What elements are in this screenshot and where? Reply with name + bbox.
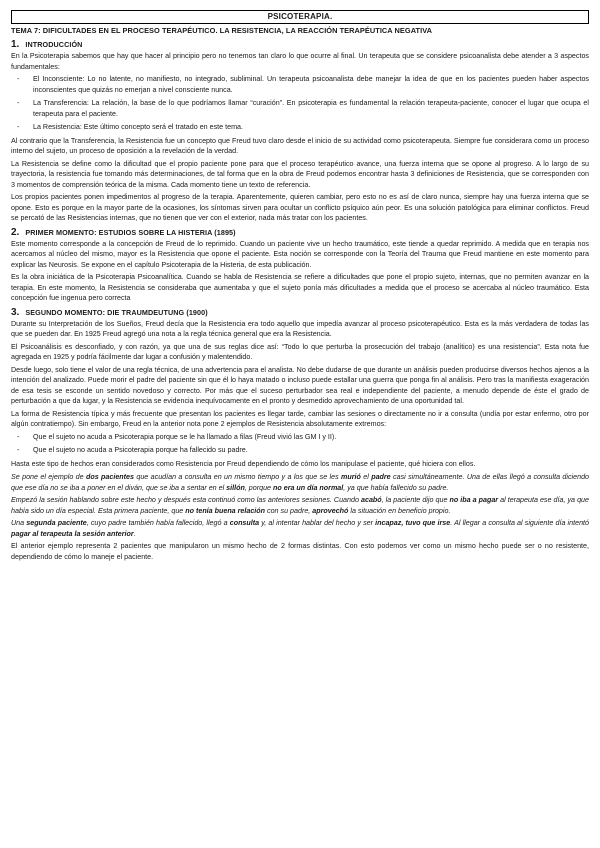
bold-run: aprovechó xyxy=(312,506,349,515)
paragraph: Es la obra iniciática de la Psicoterapia Psicoanalítica. Cuando se habla de Resistencia se refiere a dificultades que pone el propio sujeto, internas, que no permiten avanzar en la terapia. En este momento, la Resistencia se consideraba que aumentaba y que el sujeto ponía más dificultades a medida que el proceso se acercaba al núcleo traumático. Esta concepción fue ingenua pero correcta xyxy=(11,273,589,302)
bold-run: dos pacientes xyxy=(85,473,134,481)
bold-run: pagar al terapeuta la sesión anterior xyxy=(11,529,134,538)
text-run: , porque xyxy=(244,483,274,492)
section-heading-text: INTRODUCCIÓN xyxy=(25,40,83,49)
paragraph: Desde luego, solo tiene el valor de una regla técnica, de una advertencia para el analista. No debe dudarse de que durante un análisis pueden producirse diversos hechos ajenos a la intención del analizado. Puede morir el padre del paciente sin que él lo haya matado o incluso puede estallar una guerra que ponga fin al análisis. Pero tras la manifiesta exageración de esa tesis se esconde un sentido novedoso y correcto. Por más que el suceso perturbador sea real e independiente del paciente, a menudo depende de éste el grado de perturbación a que da lugar, y la Resistencia se evidencia inequívocamente en el pronto y desmedido aprovechamiento de una oportunidad tal. xyxy=(11,365,589,405)
text-run: y, al intentar hablar del hecho y ser xyxy=(259,519,376,527)
section-heading-segundo-momento xyxy=(11,307,589,319)
list-item-text: El Inconsciente: Lo no latente, no manifiesto, no integrado, subliminal. Un terapeuta psicoanalista debe manejar la idea de que en los pacientes pueden haber aspectos inconscientes que quizás no emerjan a nivel consciente nunca. xyxy=(33,75,589,94)
paragraph: La Resistencia se define como la dificultad que el propio paciente pone para que el proceso terapéutico avance, una fuerza interna que se opone al progreso. A lo largo de su trayectoria, la resistencia fue tomando más determinaciones, de tal forma que en la obra de Freud podemos encontrar hasta 3 definiciones de Resistencia, que se corresponden con 3 momentos de comprensión teórica de la misma. Cada momento tiene un texto de referencia. xyxy=(11,159,589,189)
paragraph: El Psicoanálisis es desconfiado, y con razón, ya que una de sus reglas dice así: “Todo lo que perturba la prosecución del trabajo (analítico) es una resistencia”. Esta nota fue agregada en 1925 y podría fácilmente dar lugar a confusión y malentendido. xyxy=(11,342,589,361)
bold-run: no era un día normal xyxy=(273,483,344,492)
list-item-text: Que el sujeto no acuda a Psicoterapia porque se le ha llamado a filas (Freud vivió las GM I y II). xyxy=(33,432,337,441)
section-heading-primer-momento xyxy=(11,227,589,239)
section-heading-introduccion xyxy=(11,39,589,51)
bold-run: incapaz, tuvo que irse xyxy=(375,519,451,527)
paragraph: La forma de Resistencia típica y más frecuente que presentan los pacientes es llegar tarde, cambiar las sesiones o directamente no ir a consulta (undía por estar enfermo, otro por algún contratiempo). Sin embargo, Freud en la anterior nota pone 2 ejemplos de Resistencia absolutamente extremos: xyxy=(11,409,589,428)
list-item xyxy=(11,432,589,443)
text-run: , ya que había fallecido su padre. xyxy=(343,483,449,492)
text-run: Se pone el ejemplo de xyxy=(11,473,86,481)
section-heading-text: PRIMER MOMENTO: ESTUDIOS SOBRE LA HISTERIA (1895) xyxy=(25,227,236,237)
bullet-list xyxy=(11,74,589,133)
list-item xyxy=(11,74,589,95)
example-paragraph xyxy=(11,518,589,539)
paragraph: Al contrario que la Transferencia, la Resistencia fue un concepto que Freud tuvo claro desde el inicio de su actividad como psicoterapeuta. Siempre fue considerara como un proceso interno del sujeto, un proceso de oposición a la revelación de la verdad. xyxy=(11,136,589,155)
text-run: casi simultáneamente. Una de ellas llegó a consulta diciendo que ese día no se iba a poner en el diván, que se iba a sentar en el xyxy=(11,473,590,492)
bold-run: murió xyxy=(341,473,361,481)
list-item-text: La Resistencia: Este último concepto será el tratado en este tema. xyxy=(33,123,243,131)
text-run: con su padre, xyxy=(265,506,313,515)
paragraph: Este momento corresponde a la concepción de Freud de lo reprimido. Cuando un paciente vive un hecho traumático, este tiende a quedar reprimido. A medida que en terapia nos acercamos al núcleo del mismo, mayor es la Resistencia que opone el paciente. Esta noción se corresponde con la Teoría del Trauma que Freud mantiene en este momento para explicar las Neurosis. Se expone en el capítulo Psicoterapia de la Histeria, de esta publicación. xyxy=(11,239,589,269)
document-title: PSICOTERAPIA. xyxy=(11,10,589,24)
bold-run: acabó xyxy=(361,496,382,504)
paragraph: En la Psicoterapia sabemos que hay que hacer al principio pero no tenemos tan claro lo que ocurre al final. Un terapeuta que se considere psicoanalista debe atender a 3 aspectos fundamentales: xyxy=(11,52,589,71)
paragraph: Durante su Interpretación de los Sueños, Freud decía que la Resistencia era todo aquello que impedía avanzar al proceso psicoterapéutico. Esta es la más verdadera de todas las que se pueden dar. En 1925 Freud agregó una nota a la regla técnica general que era la Resistencia. xyxy=(11,319,589,338)
list-item xyxy=(11,98,589,119)
list-item-text: Que el sujeto no acuda a Psicoterapia porque ha fallecido su padre. xyxy=(33,446,248,454)
document-subtitle: TEMA 7: DIFICULTADES EN EL PROCESO TERAPÉUTICO. LA RESISTENCIA, LA REACCIÓN TERAPÉUTICA NEGATIVA xyxy=(11,26,433,35)
text-run: Una xyxy=(11,519,27,527)
text-run: , cuyo padre también había fallecido, llegó a xyxy=(86,519,230,527)
dash-marker: - xyxy=(17,123,20,131)
bullet-list xyxy=(11,432,589,456)
text-run: Empezó la sesión hablando sobre este hecho y después esta continuó como las anteriores sesiones. Cuando xyxy=(11,496,361,504)
text-run: , la paciente dijo que xyxy=(381,496,450,504)
list-item xyxy=(11,122,589,133)
text-run: . Al llegar a consulta al siguiente día intentó xyxy=(450,519,589,527)
text-run: la situación en beneficio propio. xyxy=(348,506,451,515)
section-number: 1. xyxy=(11,39,20,50)
paragraph: Hasta este tipo de hechos eran considerados como Resistencia por Freud dependiendo de cómo los manipulase el paciente, qué hiciera con ellos. xyxy=(11,459,476,468)
bold-run: padre xyxy=(371,473,391,481)
example-paragraph xyxy=(11,495,589,516)
text-run: que acudían a consulta en un mismo tiempo y a los que se les xyxy=(134,473,342,481)
section-number: 3. xyxy=(11,306,20,318)
bold-run: sillón xyxy=(226,483,245,492)
dash-marker: - xyxy=(17,75,20,83)
list-item xyxy=(11,445,589,456)
paragraph: Los propios pacientes ponen impedimentos al progreso de la terapia. Aparentemente, quieren cambiar, pero esto no es así de claro nunca, siempre hay una fuerza interna que se opone. Esto es porque en la mayor parte de la ocasiones, los síntomas sirven para ocultar un conflicto psíquico aún peor. Es una solución patológica para eliminar conflictos. Freud se percató de las Resistencias internas, que no tienen que ver con el exterior, nada más tratar con los pacientes. xyxy=(11,193,589,222)
document-page xyxy=(11,10,589,562)
example-paragraph xyxy=(11,472,589,493)
section-heading-text: SEGUNDO MOMENTO: DIE TRAUMDEUTUNG (1900) xyxy=(25,307,208,317)
text-run: . xyxy=(133,529,136,538)
dash-marker: - xyxy=(17,432,20,441)
paragraph: El anterior ejemplo representa 2 pacientes que manipularon un mismo hecho de 2 formas distintas. Con esto podemos ver como un mismo hecho puede ser o no resistente, dependiendo de cómo lo maneje el paciente. xyxy=(11,542,589,561)
list-item-text: La Transferencia: La relación, la base de lo que podríamos llamar “curación”. En psicoterapia es fundamental la relación terapeuta-paciente, conocer el lugar que ocupa el terapeuta para el paciente. xyxy=(33,99,589,118)
text-run: el xyxy=(360,473,372,481)
dash-marker: - xyxy=(17,446,20,454)
bold-run: no tenía buena relación xyxy=(185,506,266,515)
dash-marker: - xyxy=(17,99,20,107)
section-number: 2. xyxy=(11,226,20,238)
bold-run: consulta xyxy=(229,519,260,527)
bold-run: segunda paciente xyxy=(26,519,87,527)
text-run: al terapeuta ese día, ya que había sido un día especial. Esta primera paciente, que xyxy=(11,496,589,515)
bold-run: no iba a pagar xyxy=(449,496,499,504)
